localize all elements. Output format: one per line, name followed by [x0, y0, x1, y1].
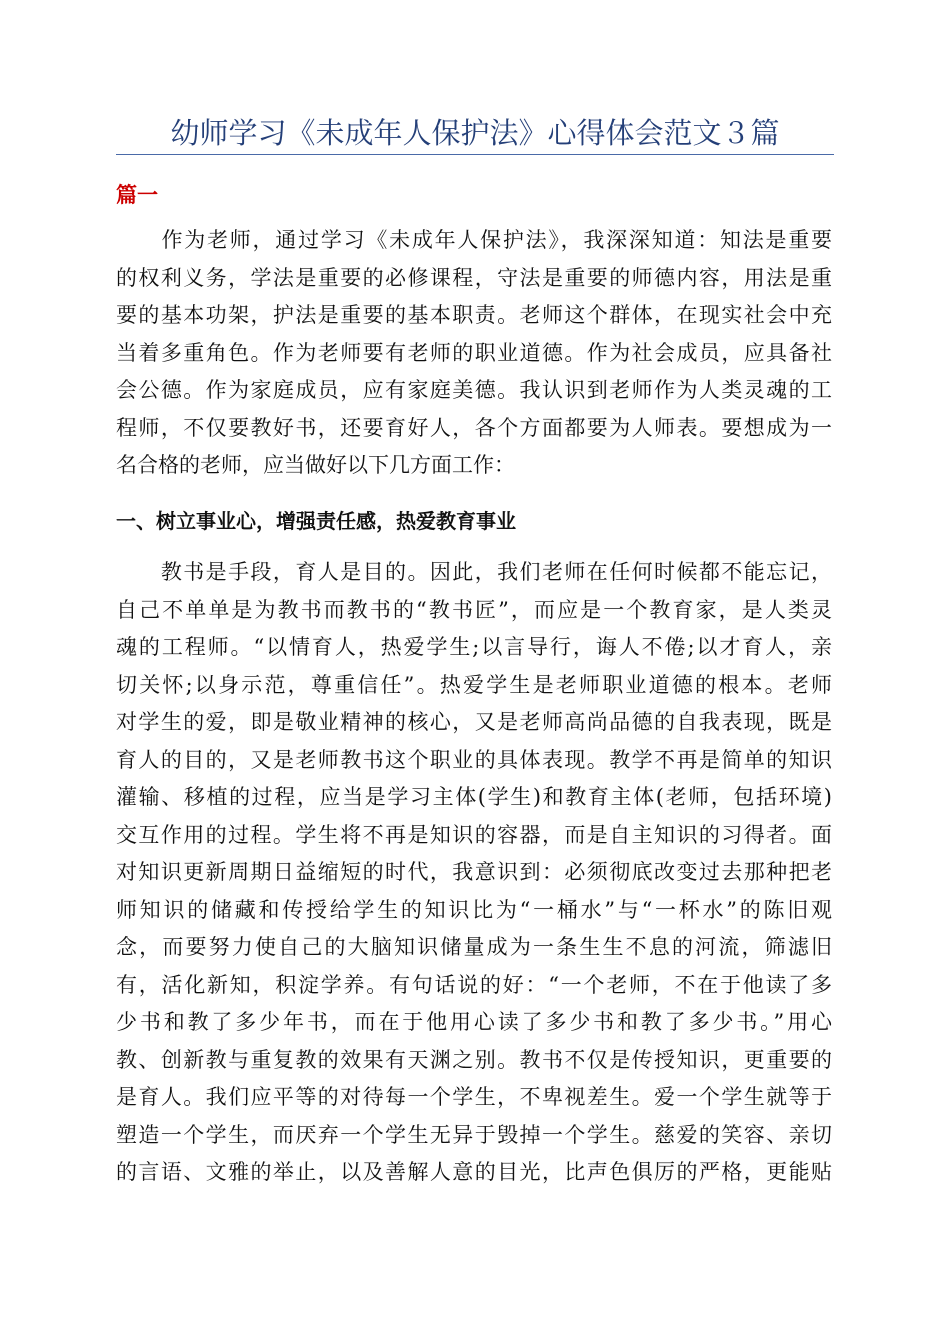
paragraph-line: 师知识的储藏和传授给学生的知识比为“一桶水”与“一杯水”的陈旧观 [116, 897, 832, 922]
paragraph-line: 教、创新教与重复教的效果有天渊之别。教书不仅是传授知识，更重要的 [116, 1047, 832, 1072]
paragraph-2 [116, 554, 832, 1192]
paragraph-line: 少书和教了多少年书，而在于他用心读了多少书和教了多少书。”用心 [116, 1010, 832, 1034]
section-label: 篇一 [116, 183, 158, 207]
paragraph-line: 对学生的爱，即是敬业精神的核心，又是老师高尚品德的自我表现，既是 [116, 710, 832, 734]
paragraph-line: 当着多重角色。作为老师要有老师的职业道德。作为社会成员，应具备社 [116, 340, 832, 365]
paragraph-line: 灌输、移植的过程，应当是学习主体(学生)和教育主体(老师，包括环境) [116, 785, 832, 809]
paragraph-line: 对知识更新周期日益缩短的时代，我意识到：必须彻底改变过去那种把老 [116, 860, 832, 884]
paragraph-line: 念，而要努力使自己的大脑知识储量成为一条生生不息的河流，筛滤旧 [116, 935, 832, 959]
paragraph-line: 要的基本功架，护法是重要的基本职责。老师这个群体，在现实社会中充 [116, 303, 832, 327]
paragraph-line: 会公德。作为家庭成员，应有家庭美德。我认识到老师作为人类灵魂的工 [116, 378, 832, 402]
paragraph-line: 教书是手段，育人是目的。因此，我们老师在任何时候都不能忘记， [116, 560, 832, 584]
paragraph-line: 的权利义务，学法是重要的必修课程，守法是重要的师德内容，用法是重 [116, 265, 832, 290]
paragraph-line: 作为老师，通过学习《未成年人保护法》，我深深知道：知法是重要 [116, 228, 832, 252]
paragraph-line: 育人的目的，又是老师教书这个职业的具体表现。教学不再是简单的知识 [116, 747, 832, 772]
title-underline [116, 154, 834, 155]
section-heading-1: 一、树立事业心，增强责任感，热爱教育事业 [116, 509, 516, 533]
paragraph-line: 塑造一个学生，而厌弃一个学生无异于毁掉一个学生。慈爱的笑容、亲切 [116, 1122, 832, 1147]
paragraph-1 [116, 222, 832, 485]
paragraph-line: 程师，不仅要教好书，还要育好人，各个方面都要为人师表。要想成为一 [116, 415, 832, 440]
paragraph-line: 名合格的老师，应当做好以下几方面工作： [116, 453, 515, 477]
paragraph-line: 自己不单单是为教书而教书的“教书匠”，而应是一个教育家，是人类灵 [116, 597, 832, 622]
paragraph-line: 切关怀;以身示范，尊重信任”。热爱学生是老师职业道德的根本。老师 [116, 672, 832, 697]
paragraph-line: 的言语、文雅的举止，以及善解人意的目光，比声色俱厉的严格，更能贴 [116, 1160, 832, 1184]
document-title: 幼师学习《未成年人保护法》心得体会范文３篇 [170, 116, 780, 150]
paragraph-line: 有，活化新知，积淀学养。有句话说的好：“一个老师，不在于他读了多 [116, 972, 832, 997]
paragraph-line: 交互作用的过程。学生将不再是知识的容器，而是自主知识的习得者。面 [116, 822, 832, 847]
paragraph-line: 是育人。我们应平等的对待每一个学生，不卑视差生。爱一个学生就等于 [116, 1085, 832, 1109]
paragraph-line: 魂的工程师。“以情育人，热爱学生;以言导行，诲人不倦;以才育人，亲 [116, 635, 832, 659]
